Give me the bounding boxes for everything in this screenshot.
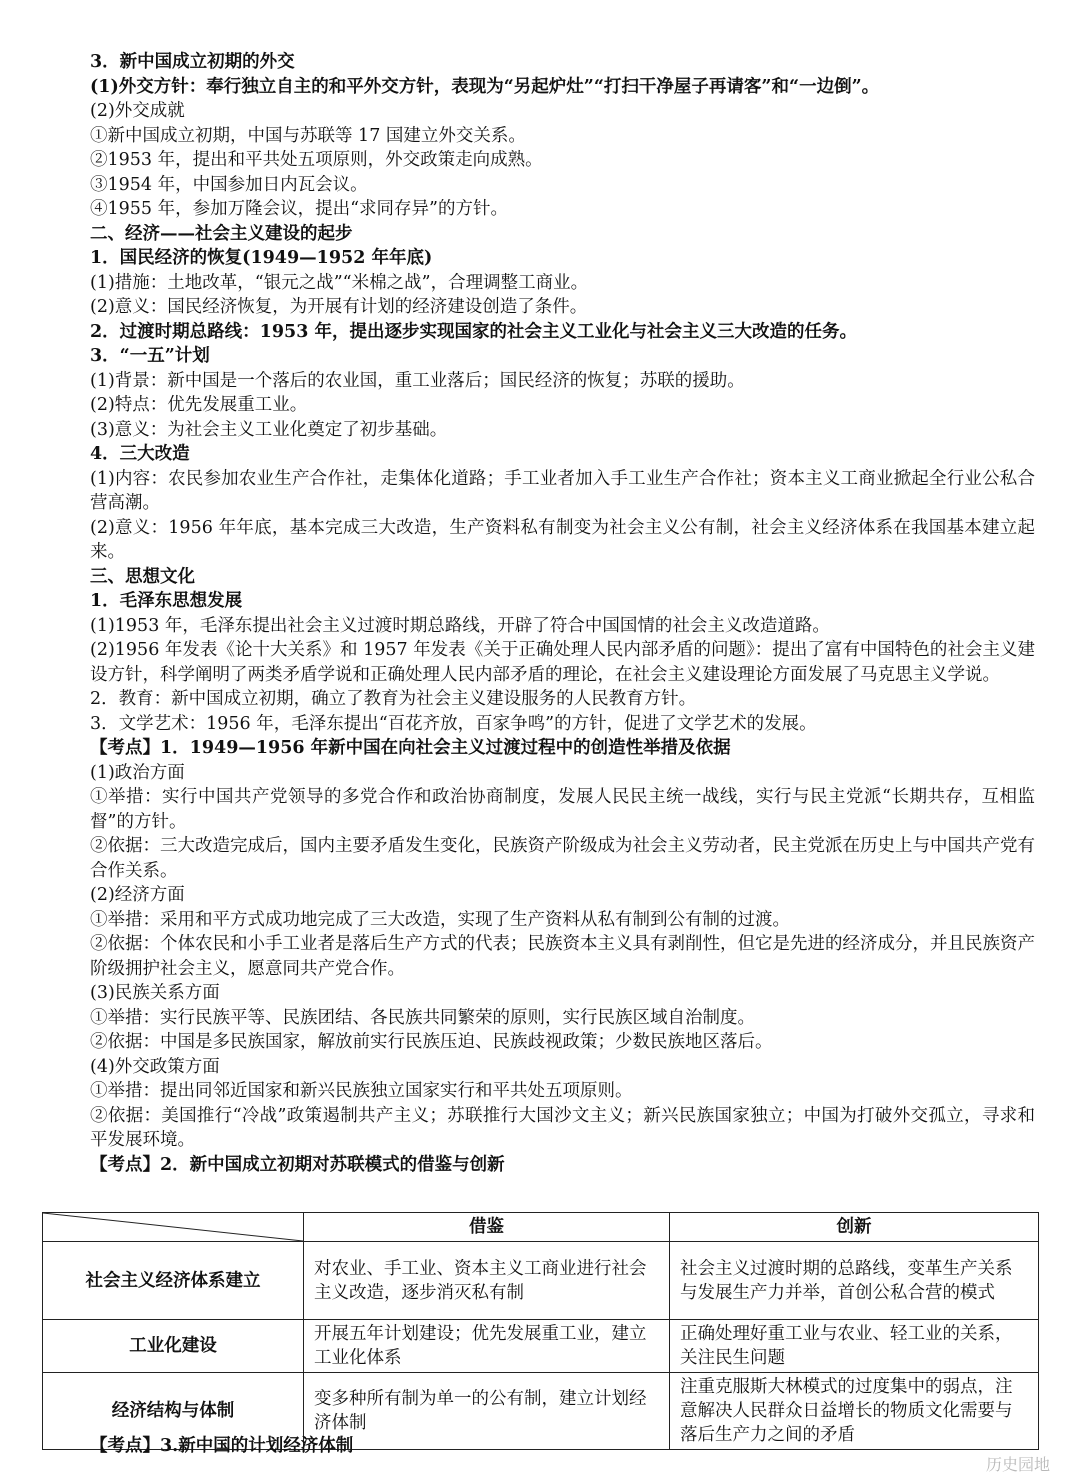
kaodian-1-ethnic-measure: ①举措：实行民族平等、民族团结、各民族共同繁荣的原则，实行民族区域自治制度。 [90,1007,755,1028]
watermark: 历史园地 [985,1455,1050,1474]
kaodian-1-economic-basis: ②依据：个体农民和小手工业者是落后生产方式的代表；民族资本主义具有剥削性，但它是先进的经济成分，并且民族资产阶级拥护社会主义，愿意同共产党合作。 [90,934,1035,979]
table-row-label: 经济结构与体制 [43,1373,304,1450]
economy-general-line: 2．过渡时期总路线：1953 年，提出逐步实现国家的社会主义工业化与社会主义三大改造的任务。 [90,321,857,342]
diplomacy-achievements-title: (2)外交成就 [90,101,185,121]
diplomacy-item: ②1953 年，提出和平共处五项原则，外交政策走向成熟。 [90,150,543,170]
table-header-innovate: 创新 [670,1213,1039,1242]
kaodian-1-economic-measure: ①举措：采用和平方式成功地完成了三大改造，实现了生产资料从私有制到公有制的过渡。 [90,909,790,930]
table-cell-innovate: 正确处理好重工业与农业、轻工业的关系，关注民生问题 [670,1320,1039,1373]
culture-education: 2．教育：新中国成立初期，确立了教育为社会主义建设服务的人民教育方针。 [90,689,697,709]
kaodian-1-ethnic-basis: ②依据：中国是多民族国家，解放前实行民族压迫、民族歧视政策；少数民族地区落后。 [90,1032,773,1052]
table-header-row [43,1213,1039,1242]
kaodian-1-foreign-basis: ②依据：美国推行“冷战”政策遏制共产主义；苏联推行大国沙文主义；新兴民族国家独立；中国为打破外交孤立，寻求和平发展环境。 [90,1105,1035,1150]
kaodian-3-title: 【考点】3.新中国的计划经济体制 [90,1436,354,1456]
kaodian-2-title: 【考点】2．新中国成立初期对苏联模式的借鉴与创新 [90,1154,505,1175]
kaodian-1-foreign-measure: ①举措：提出同邻近国家和新兴民族独立国家实行和平共处五项原则。 [90,1081,633,1101]
culture-literature: 3．文学艺术：1956 年，毛泽东提出“百花齐放，百家争鸣”的方针，促进了文学艺术的发展。 [90,713,817,734]
table-cell-borrow: 开展五年计划建设；优先发展重工业，建立工业化体系 [304,1320,670,1373]
economy-reform-meaning: (2)意义：1956 年年底，基本完成三大改造，生产资料私有制变为社会主义公有制，社会主义经济体系在我国基本建立起来。 [90,517,1035,562]
economy-plan-title: 3．“一五”计划 [90,346,210,366]
kaodian-1-political-measure: ①举措：实行中国共产党领导的多党合作和政治协商制度，发展人民民主统一战线，实行与民主党派“长期共存，互相监督”的方针。 [90,787,1035,832]
table-row-label: 工业化建设 [43,1320,304,1373]
economy-plan-item: (2)特点：优先发展重工业。 [90,395,308,415]
table-cell-innovate: 社会主义过渡时期的总路线，变革生产关系与发展生产力并举，首创公私合营的模式 [670,1242,1039,1320]
kaodian-1-political-basis: ②依据：三大改造完成后，国内主要矛盾发生变化，民族资产阶级成为社会主义劳动者，民主党派在历史上与中国共产党有合作关系。 [90,836,1035,881]
diplomacy-policy: (1)外交方针：奉行独立自主的和平外交方针，表现为“另起炉灶”“打扫干净屋子再请客”和“一边倒”。 [90,76,880,97]
culture-mao-item: (2)1956 年发表《论十大关系》和 1957 年发表《关于正确处理人民内部矛盾的问题》：提出了富有中国特色的社会主义建设方针，科学阐明了两类矛盾学说和正确处理人民内部矛盾的理论，在社会主义建设理论方面发展了马克思主义学说。 [90,640,1035,685]
kaodian-1-ethnic-title: (3)民族关系方面 [90,983,220,1003]
diplomacy-item: ①新中国成立初期，中国与苏联等 17 国建立外交关系。 [90,125,526,146]
table-corner-cell [43,1213,304,1242]
diplomacy-item: ④1955 年，参加万隆会议，提出“求同存异”的方针。 [90,199,508,219]
economy-heading: 二、经济——社会主义建设的起步 [90,223,353,244]
table-cell-borrow: 变多种所有制为单一的公有制，建立计划经济体制 [304,1373,670,1450]
table-row-label: 社会主义经济体系建立 [43,1242,304,1320]
comparison-table [42,1212,1039,1450]
diplomacy-heading: 3．新中国成立初期的外交 [90,52,295,72]
economy-recovery-item: (1)措施：土地改革，“银元之战”“米棉之战”，合理调整工商业。 [90,272,589,293]
economy-recovery-item: (2)意义：国民经济恢复，为开展有计划的经济建设创造了条件。 [90,297,588,317]
kaodian-1-economic-title: (2)经济方面 [90,885,185,905]
table-cell-borrow: 对农业、手工业、资本主义工商业进行社会主义改造，逐步消灭私有制 [304,1242,670,1320]
economy-reform-content: (1)内容：农民参加农业生产合作社，走集体化道路；手工业者加入手工业生产合作社；资本主义工商业掀起全行业公私合营高潮。 [90,468,1035,513]
economy-plan-item: (1)背景：新中国是一个落后的农业国，重工业落后；国民经济的恢复；苏联的援助。 [90,370,745,391]
document-body [90,50,1035,1177]
kaodian-1-foreign-title: (4)外交政策方面 [90,1056,220,1077]
table-row [43,1320,1039,1373]
economy-recovery-title: 1．国民经济的恢复(1949—1952 年年底) [90,248,433,268]
culture-mao-title: 1．毛泽东思想发展 [90,591,243,611]
economy-plan-item: (3)意义：为社会主义工业化奠定了初步基础。 [90,419,448,440]
table-header-borrow: 借鉴 [304,1213,670,1242]
kaodian-1-title: 【考点】1．1949—1956 年新中国在向社会主义过渡过程中的创造性举措及依据 [90,738,731,758]
diplomacy-item: ③1954 年，中国参加日内瓦会议。 [90,174,368,195]
culture-heading: 三、思想文化 [90,566,195,587]
table-row [43,1242,1039,1320]
diagonal-line-icon [43,1213,303,1241]
culture-mao-item: (1)1953 年，毛泽东提出社会主义过渡时期总路线，开辟了符合中国国情的社会主义改造道路。 [90,615,830,636]
kaodian-1-political-title: (1)政治方面 [90,762,185,783]
economy-reform-title: 4．三大改造 [90,444,190,464]
table-cell-innovate: 注重克服斯大林模式的过度集中的弱点，注意解决人民群众日益增长的物质文化需要与落后生产力之间的矛盾 [670,1373,1039,1450]
